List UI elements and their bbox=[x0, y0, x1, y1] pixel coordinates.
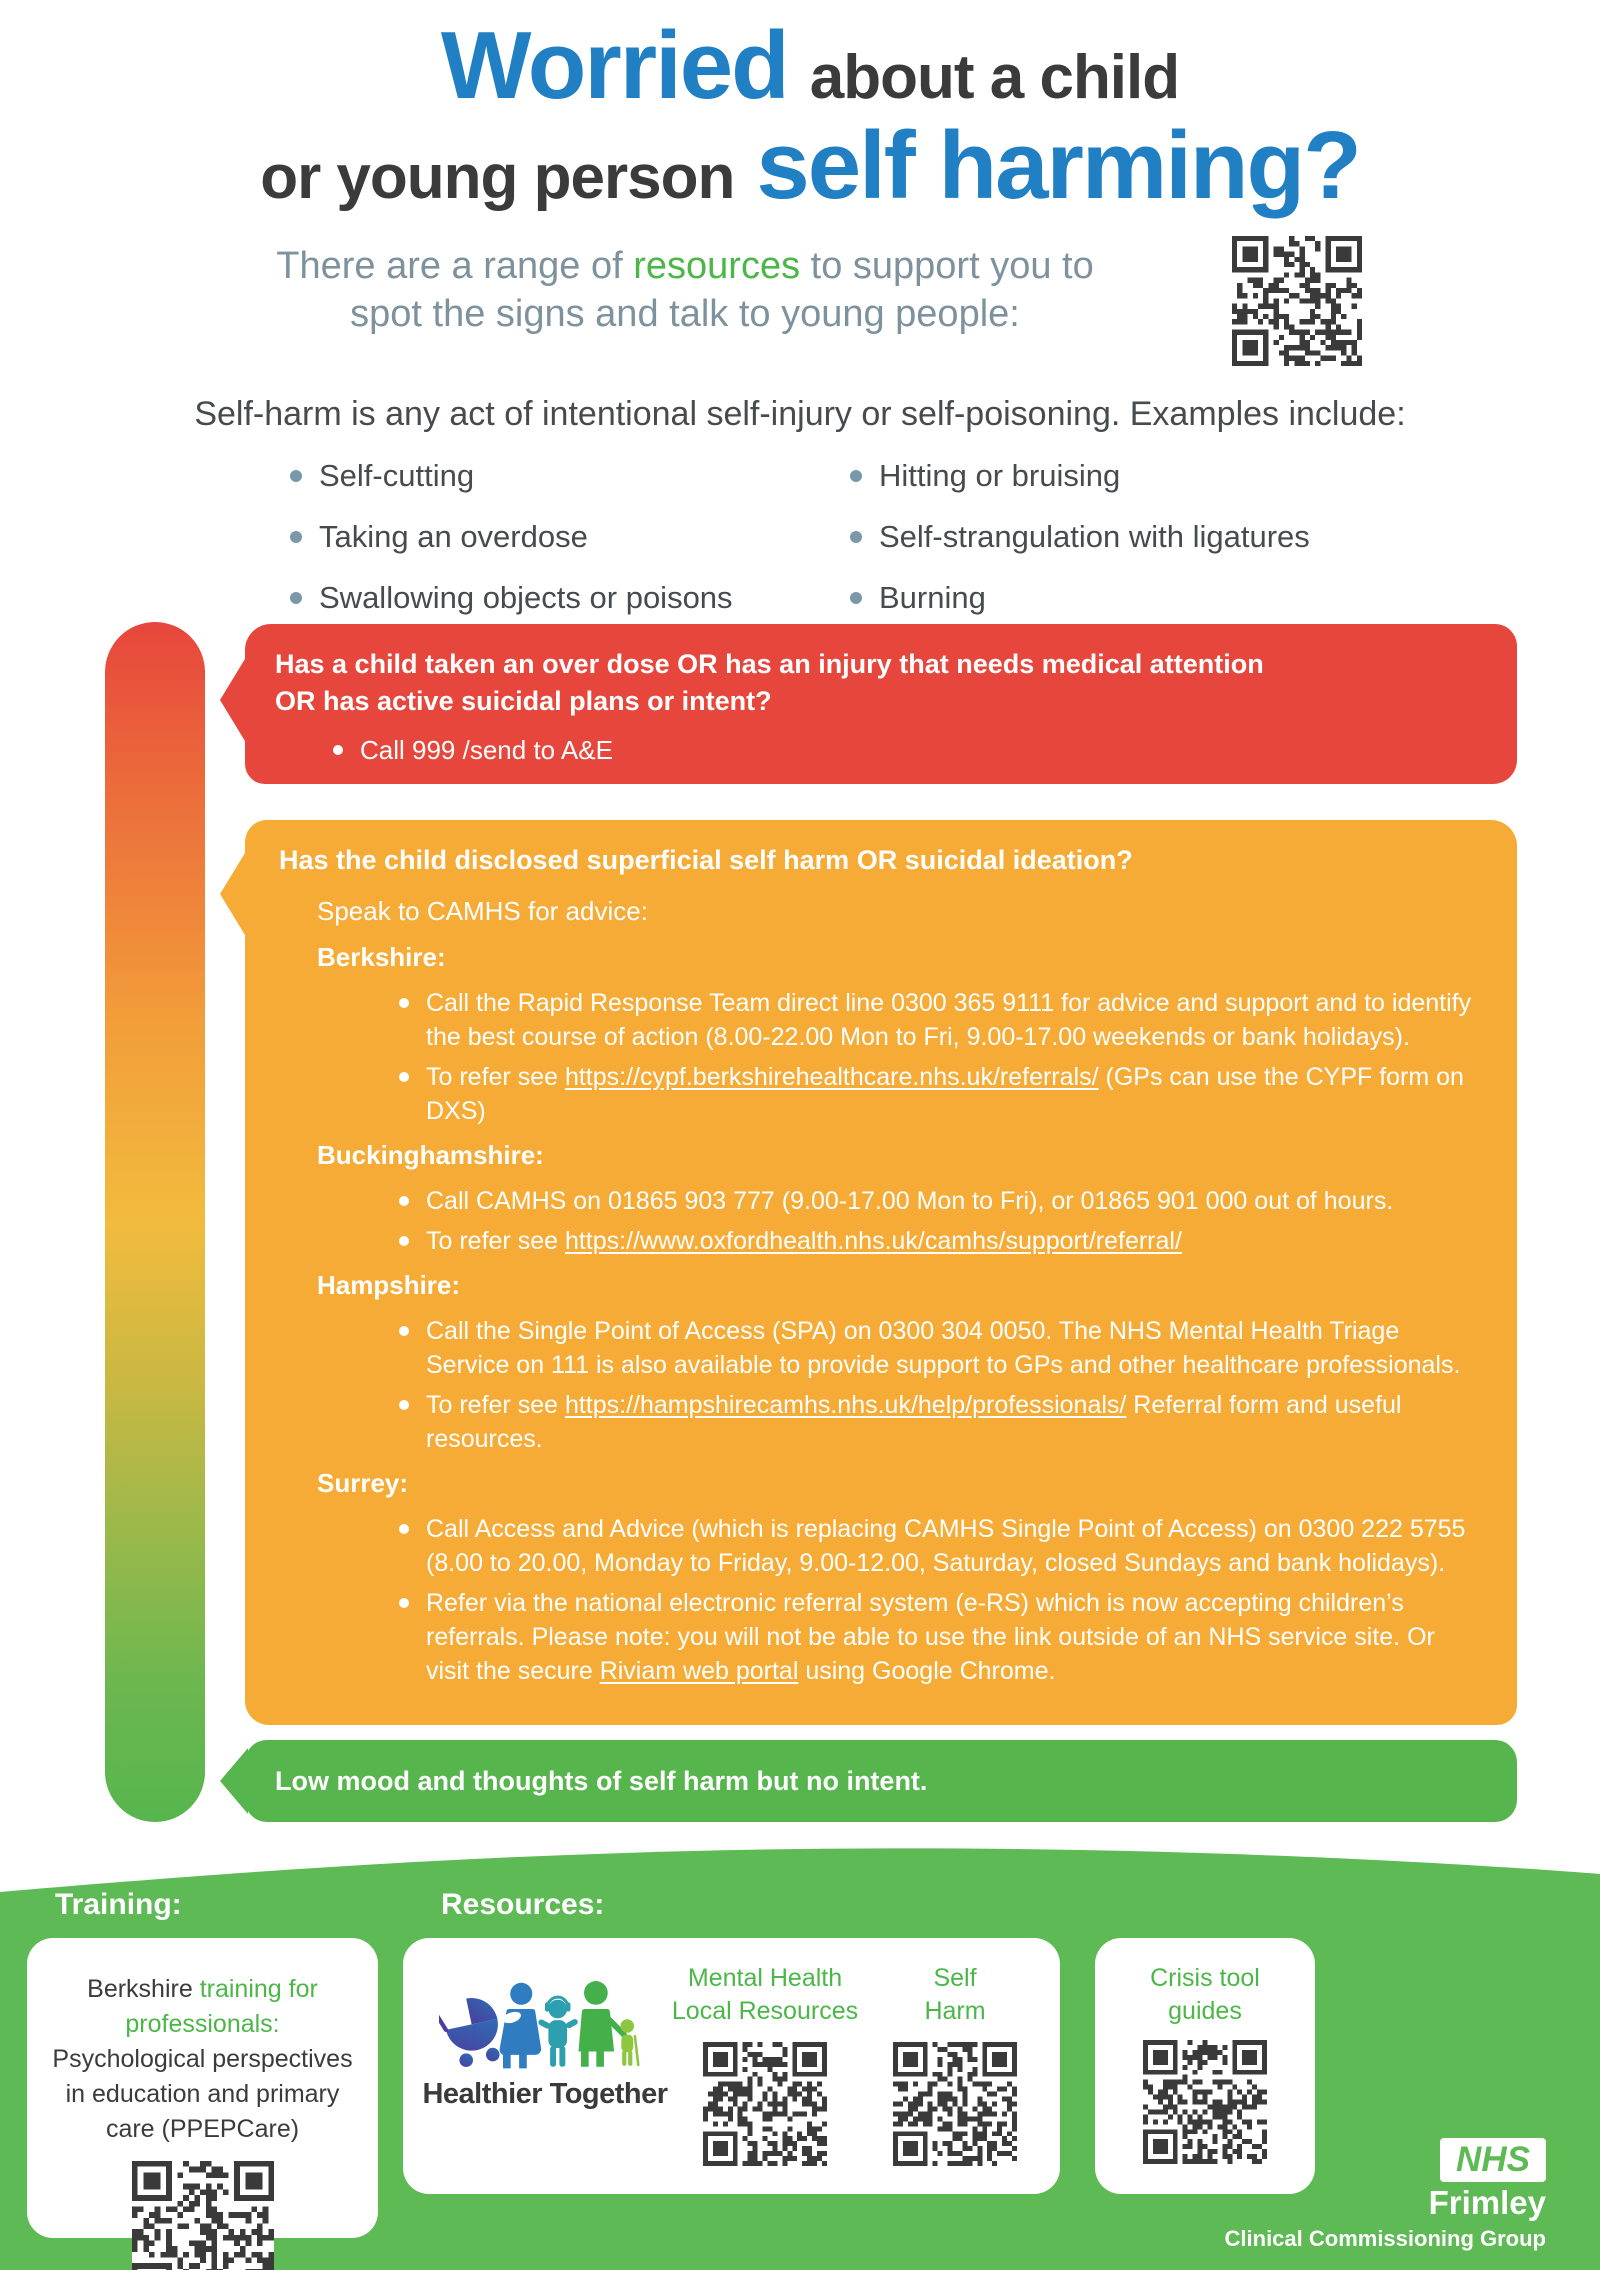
healthier-together-figures-icon bbox=[439, 1974, 651, 2078]
nhs-logo bbox=[1440, 2138, 1546, 2182]
action-bullet bbox=[399, 1224, 1483, 1258]
text-segment: to support you to spot the signs and talk to young people: bbox=[350, 245, 1094, 335]
qr-code-crisis bbox=[1143, 2040, 1267, 2164]
text-line: Crisis tool bbox=[1150, 1964, 1260, 1992]
crisis-card bbox=[1095, 1938, 1315, 2194]
action-text bbox=[426, 1388, 1483, 1456]
mental-health-qr-label bbox=[655, 1962, 875, 2028]
link[interactable]: https://hampshirecamhs.nhs.uk/help/professionals/ bbox=[564, 1391, 1127, 1419]
link[interactable]: Riviam web portal bbox=[599, 1657, 799, 1685]
text-segment: Refer via the national electronic referral system (e-RS) which is now accepting children’s referrals. Please note: you will not be able to use the link outside of an NHS service site. Or visit the secure bbox=[426, 1589, 1435, 1685]
example-item bbox=[290, 580, 850, 616]
training-section-label: Training: bbox=[55, 1888, 182, 1921]
bullet-icon bbox=[290, 470, 302, 482]
title-words-self-harming: self harming? bbox=[756, 112, 1360, 219]
bullet-icon bbox=[290, 592, 302, 604]
region-name: Surrey: bbox=[317, 1468, 409, 1498]
bullet-icon bbox=[399, 1072, 409, 1082]
bullet-icon bbox=[399, 1598, 409, 1608]
link[interactable]: https://www.oxfordhealth.nhs.uk/camhs/support/referral/ bbox=[564, 1227, 1182, 1255]
title-line-2 bbox=[20, 112, 1600, 219]
example-label: Hitting or bruising bbox=[879, 458, 1121, 493]
text-segment: Call the Rapid Response Team direct line 0300 365 9111 for advice and support and to identify the best course of action (8.00-22.00 Mon to Fri, 9.00-17.00 weekends or bank holidays). bbox=[426, 989, 1472, 1051]
green-triage-box bbox=[245, 1740, 1517, 1822]
bullet-icon bbox=[399, 1524, 409, 1534]
self-harm-qr-group bbox=[875, 1962, 1035, 2166]
action-bullet bbox=[399, 1314, 1483, 1382]
action-text bbox=[426, 1060, 1483, 1128]
region-bullets bbox=[399, 1184, 1483, 1258]
bullet-icon bbox=[399, 1236, 409, 1246]
self-harm-qr-label bbox=[875, 1962, 1035, 2028]
definition-text: Self-harm is any act of intentional self-injury or self-poisoning. Examples include: bbox=[194, 395, 1406, 433]
nhs-org-name: Clinical Commissioning Group bbox=[1224, 2226, 1546, 2251]
mental-health-qr-group bbox=[655, 1962, 875, 2166]
text-segment: There are a range of bbox=[276, 245, 634, 287]
action-text bbox=[426, 1224, 1483, 1258]
nhs-region-name: Frimley bbox=[1428, 2184, 1546, 2221]
qr-code-mental-health bbox=[703, 2042, 827, 2166]
example-label: Taking an overdose bbox=[319, 519, 588, 554]
text-line: guides bbox=[1168, 1997, 1242, 2025]
bullet-icon bbox=[399, 1196, 409, 1206]
page-title bbox=[0, 12, 1600, 219]
risk-gradient-bar bbox=[105, 622, 205, 1822]
example-item bbox=[850, 458, 1310, 494]
subtitle bbox=[250, 242, 1120, 338]
action-bullet bbox=[399, 1060, 1483, 1128]
text-line: Local Resources bbox=[671, 1997, 859, 2025]
crisis-qr-label bbox=[1095, 1962, 1315, 2028]
amber-box-heading: Has the child disclosed superficial self harm OR suicidal ideation? bbox=[279, 845, 1133, 875]
qr-code-ppepcare bbox=[132, 2161, 274, 2270]
action-text bbox=[426, 1512, 1483, 1580]
red-box-heading bbox=[275, 646, 1487, 720]
example-label: Self-cutting bbox=[319, 458, 475, 493]
amber-triage-box bbox=[245, 820, 1517, 1725]
text-segment: training for professionals: bbox=[125, 1975, 318, 2038]
red-box-bullets bbox=[333, 732, 1487, 768]
healthier-together-wordmark: Healthier Together bbox=[422, 2078, 668, 2110]
region-name: Berkshire: bbox=[317, 942, 446, 972]
training-card-text bbox=[49, 1972, 356, 2147]
example-label: Self-strangulation with ligatures bbox=[879, 519, 1310, 554]
link[interactable]: https://cypf.berkshirehealthcare.nhs.uk/referrals/ bbox=[564, 1063, 1099, 1091]
region-bullets bbox=[399, 986, 1483, 1128]
action-bullet bbox=[399, 1388, 1483, 1456]
text-segment: resources bbox=[633, 245, 801, 287]
bullet-icon bbox=[850, 470, 862, 482]
text-line: Self bbox=[933, 1964, 977, 1992]
example-item bbox=[290, 519, 850, 555]
resources-card bbox=[403, 1938, 1060, 2194]
qr-code-self-harm bbox=[893, 2042, 1017, 2166]
examples-column-left bbox=[290, 458, 850, 641]
example-label: Burning bbox=[879, 580, 986, 615]
example-item bbox=[290, 458, 850, 494]
action-text bbox=[426, 1184, 1483, 1218]
qr-code-resources bbox=[1232, 236, 1362, 366]
action-text bbox=[426, 986, 1483, 1054]
region-bullets bbox=[399, 1314, 1483, 1456]
text-segment: Berkshire bbox=[87, 1975, 200, 2003]
text-segment: using Google Chrome. bbox=[798, 1657, 1056, 1685]
title-line-1 bbox=[20, 12, 1600, 119]
resources-section-label: Resources: bbox=[441, 1888, 605, 1921]
healthier-together-logo bbox=[417, 1974, 673, 2111]
action-bullet bbox=[399, 1512, 1483, 1580]
examples-list bbox=[290, 458, 1450, 641]
nhs-logo-letters: NHS bbox=[1456, 2140, 1530, 2179]
region-bullets bbox=[399, 1512, 1483, 1688]
text-segment: Call Access and Advice (which is replacing CAMHS Single Point of Access) on 0300 222 5755 (8.00 to 20.00, Monday to Friday, 9.00-12.00, Saturday, closed Sundays and bank holidays). bbox=[426, 1515, 1466, 1577]
amber-box-pointer bbox=[220, 848, 248, 940]
region-name: Hampshire: bbox=[317, 1270, 461, 1300]
text-segment: To refer see bbox=[426, 1227, 565, 1255]
action-bullet bbox=[399, 1586, 1483, 1688]
title-line2-rest: or young person bbox=[260, 143, 735, 212]
bullet-icon bbox=[399, 1326, 409, 1336]
action-text bbox=[426, 1586, 1483, 1688]
examples-column-right bbox=[850, 458, 1310, 641]
green-box-heading: Low mood and thoughts of self harm but no intent. bbox=[275, 1765, 928, 1796]
bullet-icon bbox=[850, 531, 862, 543]
bullet-icon bbox=[399, 998, 409, 1008]
action-text bbox=[426, 1314, 1483, 1382]
text-line: Mental Health bbox=[687, 1964, 843, 1992]
red-box-pointer bbox=[220, 654, 248, 746]
title-word-worried: Worried bbox=[440, 12, 788, 119]
action-bullet bbox=[399, 1184, 1483, 1218]
bullet-icon bbox=[333, 745, 343, 755]
text-segment: To refer see bbox=[426, 1063, 565, 1091]
text-segment: Psychological perspectives in education and primary care (PPEPCare) bbox=[52, 2045, 353, 2143]
bullet-icon bbox=[850, 592, 862, 604]
text-segment: Referral form and useful resources. bbox=[426, 1391, 1402, 1453]
action-bullet bbox=[399, 986, 1483, 1054]
example-item bbox=[850, 580, 1310, 616]
text-segment: To refer see bbox=[426, 1391, 565, 1419]
text-line: OR has active suicidal plans or intent? bbox=[275, 686, 772, 716]
text-line: Has a child taken an over dose OR has an injury that needs medical attention bbox=[275, 649, 1264, 679]
text-line: Harm bbox=[924, 1997, 986, 2025]
training-card bbox=[27, 1938, 378, 2238]
red-triage-box bbox=[245, 624, 1517, 784]
text-segment: Call CAMHS on 01865 903 777 (9.00-17.00 Mon to Fri), or 01865 901 000 out of hours. bbox=[426, 1187, 1394, 1215]
title-line1-rest: about a child bbox=[809, 43, 1180, 112]
green-box-pointer bbox=[220, 1748, 248, 1814]
action-text: Call 999 /send to A&E bbox=[360, 735, 613, 765]
example-label: Swallowing objects or poisons bbox=[319, 580, 733, 615]
text-segment: (GPs can use the CYPF form on DXS) bbox=[426, 1063, 1464, 1125]
amber-box-intro: Speak to CAMHS for advice: bbox=[317, 896, 648, 926]
example-item bbox=[850, 519, 1310, 555]
text-segment: Call the Single Point of Access (SPA) on 0300 304 0050. The NHS Mental Health Triage Service on 111 is also available to provide support to GPs and other healthcare professionals. bbox=[426, 1317, 1461, 1379]
bullet-icon bbox=[399, 1400, 409, 1410]
action-bullet bbox=[333, 732, 1487, 768]
bullet-icon bbox=[290, 531, 302, 543]
amber-regions bbox=[279, 940, 1483, 1688]
region-name: Buckinghamshire: bbox=[317, 1140, 544, 1170]
